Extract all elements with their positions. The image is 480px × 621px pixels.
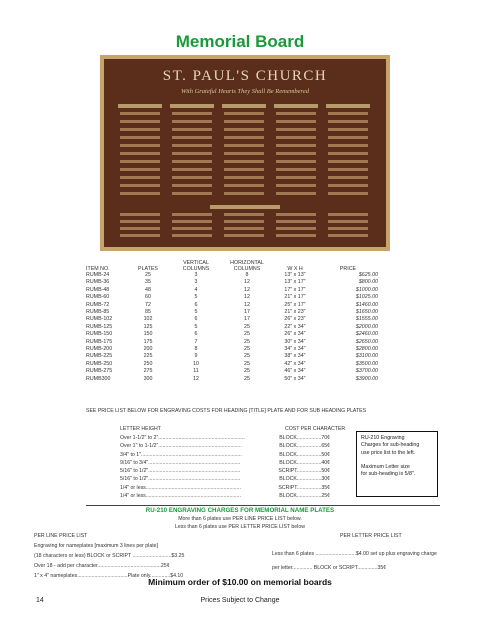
board-nameplate [328, 152, 368, 155]
table-cell: 50" x 34" [284, 375, 306, 382]
table-cell: 30" x 34" [284, 338, 306, 345]
table-row [86, 339, 378, 346]
table-cell: $2000.00 [355, 323, 378, 330]
table-cell: RUMB-175 [86, 338, 113, 345]
board-nameplate [172, 234, 212, 237]
letter-height-range: 1/4" or less.................................................................. [120, 484, 241, 491]
table-cell: 26" x 23" [284, 316, 306, 323]
col-horizontal-columns: HORIZONTAL COLUMNS [230, 260, 264, 272]
board-nameplate [120, 234, 160, 237]
table-cell: $3100.00 [355, 353, 378, 360]
table-cell: 60 [145, 294, 151, 301]
table-cell: 34" x 34" [284, 346, 306, 353]
board-subtitle: With Grateful Hearts They Shall Be Remembered [181, 88, 309, 95]
table-cell: $1650.00 [355, 309, 378, 316]
board-nameplate [120, 184, 160, 187]
table-cell: 13" x 17" [284, 279, 306, 286]
board-nameplate [172, 176, 212, 179]
table-cell: 4 [194, 286, 198, 293]
letter-height-range: Over 1-1/2" to 2"............................................................ [120, 435, 245, 441]
table-cell: 17" x 17" [284, 286, 306, 293]
table-row [86, 316, 378, 323]
col-wxh: W X H [287, 266, 303, 272]
board-nameplate [328, 220, 368, 223]
table-cell: 3 [194, 272, 198, 278]
table-cell: 25 [244, 338, 250, 345]
letter-height-row [120, 492, 330, 500]
board-nameplate [328, 160, 368, 163]
board-column-header [326, 104, 370, 108]
table-cell: 26" x 34" [284, 331, 306, 338]
table-cell: $1000.00 [355, 286, 378, 293]
board-nameplate [276, 234, 316, 237]
info-box-line: Maximum Letter size [361, 463, 410, 470]
table-cell: $3900.00 [355, 375, 378, 382]
table-cell: RUMB-102 [86, 316, 113, 323]
sub-heading-info-box [356, 431, 438, 497]
board-nameplate [172, 192, 212, 195]
table-row [86, 302, 378, 309]
table-cell: 6 [194, 331, 198, 338]
table-cell: 12 [193, 375, 199, 382]
board-nameplate [120, 160, 160, 163]
board-nameplate [224, 234, 264, 237]
table-row [86, 368, 378, 375]
letter-height-range: Over 1" to 1-1/2".......................................................... [120, 443, 242, 450]
board-nameplate [172, 120, 212, 123]
table-cell: 200 [143, 346, 153, 353]
table-cell: 72 [145, 301, 151, 308]
table-cell: 250 [143, 360, 153, 367]
table-row [86, 361, 378, 368]
table-row [86, 346, 378, 353]
letter-height-row [120, 475, 330, 483]
board-nameplate [328, 192, 368, 195]
letter-height-row [120, 467, 330, 475]
table-row [86, 279, 378, 286]
board-nameplate [276, 168, 316, 171]
table-cell: RUMB-48 [86, 286, 110, 293]
board-nameplate [276, 227, 316, 230]
board-nameplate [120, 168, 160, 171]
board-nameplate [328, 227, 368, 230]
board-nameplate [120, 144, 160, 147]
per-letter-item: Less than 6 plates ............................$4.00 set up plus engraving charge [272, 551, 437, 557]
table-cell: 11 [193, 368, 199, 375]
board-nameplate [276, 192, 316, 195]
letter-height-row [120, 434, 330, 442]
minimum-order-note: Minimum order of $10.00 on memorial boards [148, 577, 332, 587]
per-letter-item: per letter.............. BLOCK or SCRIPT..............35¢ [272, 565, 387, 571]
table-row [86, 309, 378, 316]
letter-height-row [120, 459, 330, 467]
board-nameplate [276, 128, 316, 131]
col-plates: PLATES [138, 266, 158, 272]
board-nameplate [224, 120, 264, 123]
board-nameplate [172, 112, 212, 115]
table-cell: 42" x 34" [284, 360, 306, 367]
table-cell: RUMB-150 [86, 331, 113, 338]
col-vertical-columns: VERTICAL COLUMNS [182, 260, 210, 272]
table-cell: 3 [194, 279, 198, 286]
table-cell: $2650.00 [355, 338, 378, 345]
table-cell: 7 [194, 338, 198, 345]
board-church-name: ST. PAUL'S CHURCH [162, 68, 328, 84]
table-cell: 8 [245, 272, 249, 278]
board-nameplate [276, 160, 316, 163]
table-cell: $2800.00 [355, 346, 378, 353]
table-cell: RUMB-275 [86, 368, 113, 375]
info-box-line: for sub-heading is 5/8". [361, 471, 416, 478]
letter-height-row [120, 442, 330, 450]
table-cell: 12 [244, 286, 250, 293]
table-cell: $800.00 [358, 279, 378, 286]
board-nameplate [172, 152, 212, 155]
board-nameplate [276, 176, 316, 179]
table-cell: 25 [244, 368, 250, 375]
table-row [86, 287, 378, 294]
table-row [86, 331, 378, 338]
see-price-note: SEE PRICE LIST BELOW FOR ENGRAVING COSTS FOR HEADING [TITLE] PLATE AND FOR SUB HEADING PLATES [86, 408, 367, 414]
letter-height-range: 5/16" to 1/2"................................................................ [120, 476, 241, 483]
per-line-item: 1" x 4" nameplates...................................Plate only..............$4.10 [34, 573, 184, 579]
engraving-charges-title: RU-210 ENGRAVING CHARGES FOR MEMORIAL NAME PLATES [145, 507, 335, 514]
table-cell: 25 [244, 346, 250, 353]
board-nameplate [276, 144, 316, 147]
letter-height-range: 9/16" to 3/4"................................................................ [120, 459, 241, 466]
letter-height-row [120, 484, 330, 492]
board-nameplate [172, 168, 212, 171]
table-cell: 48 [145, 286, 151, 293]
prices-subject-note: Prices Subject to Change [200, 597, 280, 604]
board-nameplate [172, 227, 212, 230]
board-nameplate [172, 220, 212, 223]
table-cell: 13" x 13" [284, 272, 306, 278]
table-cell: 125 [143, 323, 153, 330]
col-price: PRICE [339, 266, 357, 272]
letter-height-range: 1/4" or less.................................................................. [120, 493, 241, 500]
letter-height-cost: BLOCK.................25¢ [279, 493, 330, 500]
board-nameplate [276, 213, 316, 216]
table-cell: $625.00 [358, 272, 378, 278]
per-line-item: (18 characters or less) BLOCK or SCRIPT ...........................$3.25 [34, 553, 185, 559]
table-cell: $1025.00 [355, 294, 378, 301]
table-cell: 25 [244, 360, 250, 367]
letter-height-cost: BLOCK.................50¢ [279, 451, 330, 458]
board-nameplate [224, 213, 264, 216]
table-cell: RUMB-125 [86, 323, 113, 330]
board-column-header [118, 104, 162, 108]
board-nameplate [120, 152, 160, 155]
table-cell: 21" x 23" [284, 309, 306, 316]
letter-height-cost: BLOCK.................40¢ [279, 459, 330, 466]
cost-per-character-header: COST PER CHARACTER [285, 426, 346, 432]
table-cell: 12 [244, 301, 250, 308]
board-nameplate [172, 184, 212, 187]
per-line-item: Over 18 - add per character............................................25¢ [34, 563, 170, 569]
letter-height-cost: SCRIPT.................50¢ [278, 468, 330, 475]
per-line-item: Engraving for nameplates [maximum 3 lines per plate] [34, 543, 158, 549]
table-cell: 25 [244, 331, 250, 338]
letter-height-cost: BLOCK.................65¢ [279, 443, 330, 450]
board-nameplate [224, 136, 264, 139]
board-nameplate [276, 136, 316, 139]
board-nameplate [328, 213, 368, 216]
board-column-header [222, 104, 266, 108]
board-nameplate [120, 128, 160, 131]
table-cell: 25 [244, 353, 250, 360]
table-cell: 12 [244, 279, 250, 286]
table-row [86, 376, 378, 383]
board-subheading-plate [210, 205, 280, 209]
board-nameplate [276, 220, 316, 223]
board-nameplate [172, 136, 212, 139]
table-cell: $1460.00 [355, 301, 378, 308]
per-line-price-list [34, 541, 214, 581]
table-cell: 17 [244, 309, 250, 316]
table-cell: 12 [244, 294, 250, 301]
board-nameplate [328, 176, 368, 179]
table-cell: 225 [143, 353, 153, 360]
table-cell: $3700.00 [355, 368, 378, 375]
table-cell: RUMB300 [86, 375, 111, 382]
board-nameplate [120, 136, 160, 139]
table-cell: 5 [194, 309, 198, 316]
table-cell: 35 [145, 279, 151, 286]
board-nameplate [224, 128, 264, 131]
letter-height-row [120, 451, 330, 459]
table-cell: $1555.00 [355, 316, 378, 323]
board-nameplate [224, 192, 264, 195]
board-nameplate [328, 136, 368, 139]
board-nameplate [120, 192, 160, 195]
table-cell: 25 [244, 323, 250, 330]
page-number: 14 [36, 597, 44, 604]
table-cell: 275 [143, 368, 153, 375]
table-cell: 300 [143, 375, 153, 382]
board-nameplate [172, 144, 212, 147]
board-nameplate [172, 128, 212, 131]
board-nameplate [120, 213, 160, 216]
table-cell: 85 [145, 309, 151, 316]
board-nameplate [120, 176, 160, 179]
table-cell: RUMB-200 [86, 346, 113, 353]
board-nameplate [328, 120, 368, 123]
board-nameplate [120, 227, 160, 230]
per-letter-header: PER LETTER PRICE LIST [340, 533, 402, 539]
table-cell: RUMB-24 [86, 272, 110, 278]
page-title: Memorial Board [175, 32, 305, 51]
board-nameplate [328, 234, 368, 237]
letter-height-header: LETTER HEIGHT [120, 426, 161, 432]
board-nameplate [328, 184, 368, 187]
engraving-note-line1: More than 6 plates use PER LINE PRICE LIST below. [178, 516, 302, 522]
table-cell: 25" x 17" [284, 301, 306, 308]
board-nameplate [224, 176, 264, 179]
table-cell: 17 [244, 316, 250, 323]
table-cell: RUMB-60 [86, 294, 110, 301]
board-column-header [274, 104, 318, 108]
board-nameplate [224, 184, 264, 187]
items-table [86, 260, 378, 383]
board-nameplate [276, 112, 316, 115]
board-nameplate [172, 160, 212, 163]
letter-height-range: 5/16" to 1/2"................................................................ [120, 468, 241, 475]
table-cell: 46" x 34" [284, 368, 306, 375]
board-column-header [170, 104, 214, 108]
board-nameplate [276, 184, 316, 187]
board-nameplate [328, 112, 368, 115]
letter-height-range: 3/4" to 1"...................................................................... [120, 451, 242, 458]
engraving-note-line2: Less than 6 plates use PER LETTER PRICE LIST below [175, 524, 305, 530]
letter-height-cost: BLOCK.................70¢ [279, 435, 330, 441]
table-cell: 5 [194, 323, 198, 330]
section-divider [86, 505, 440, 506]
table-cell: 38" x 34" [284, 353, 306, 360]
table-cell: 150 [143, 331, 153, 338]
table-cell: RUMB-72 [86, 301, 110, 308]
board-nameplate [120, 112, 160, 115]
board-nameplate [120, 220, 160, 223]
board-nameplate [328, 144, 368, 147]
board-nameplate [224, 152, 264, 155]
board-nameplate [224, 220, 264, 223]
board-nameplate [224, 144, 264, 147]
table-cell: 102 [143, 316, 153, 323]
table-cell: $3500.00 [355, 360, 378, 367]
table-row [86, 294, 378, 301]
table-cell: $2460.00 [355, 331, 378, 338]
info-box-line [361, 457, 433, 464]
info-box-line: use price list to the left. [361, 449, 416, 456]
table-cell: 175 [143, 338, 153, 345]
letter-height-cost: SCRIPT.................35¢ [278, 484, 330, 491]
table-cell: RUMB-85 [86, 309, 110, 316]
table-cell: 6 [194, 301, 198, 308]
table-cell: RUMB-36 [86, 279, 110, 286]
table-cell: RUMB-225 [86, 353, 113, 360]
col-item-no: ITEM NO. [86, 266, 110, 272]
board-nameplate [172, 213, 212, 216]
table-row [86, 324, 378, 331]
board-nameplate [276, 120, 316, 123]
table-cell: 21" x 17" [284, 294, 306, 301]
board-nameplate [224, 168, 264, 171]
letter-height-cost: BLOCK.................30¢ [279, 476, 330, 483]
info-box-line: RU-210 Engraving [361, 435, 405, 441]
board-nameplate [224, 227, 264, 230]
table-cell: RUMB-250 [86, 360, 113, 367]
board-nameplate [224, 112, 264, 115]
board-nameplate [120, 120, 160, 123]
letter-height-list [120, 434, 330, 500]
board-nameplate [328, 168, 368, 171]
table-cell: 9 [194, 353, 198, 360]
table-cell: 25 [145, 272, 151, 278]
table-header-row [86, 260, 378, 272]
board-nameplate [224, 160, 264, 163]
table-row [86, 272, 378, 279]
board-nameplate [276, 152, 316, 155]
table-cell: 10 [193, 360, 199, 367]
table-row [86, 353, 378, 360]
table-cell: 25 [244, 375, 250, 382]
table-cell: 5 [194, 294, 198, 301]
board-nameplate [328, 128, 368, 131]
per-line-header: PER LINE PRICE LIST [34, 533, 88, 539]
table-cell: 8 [194, 346, 198, 353]
table-cell: 22" x 34" [284, 323, 306, 330]
table-cell: 6 [194, 316, 198, 323]
info-box-line: Charges for sub-heading [361, 442, 420, 449]
